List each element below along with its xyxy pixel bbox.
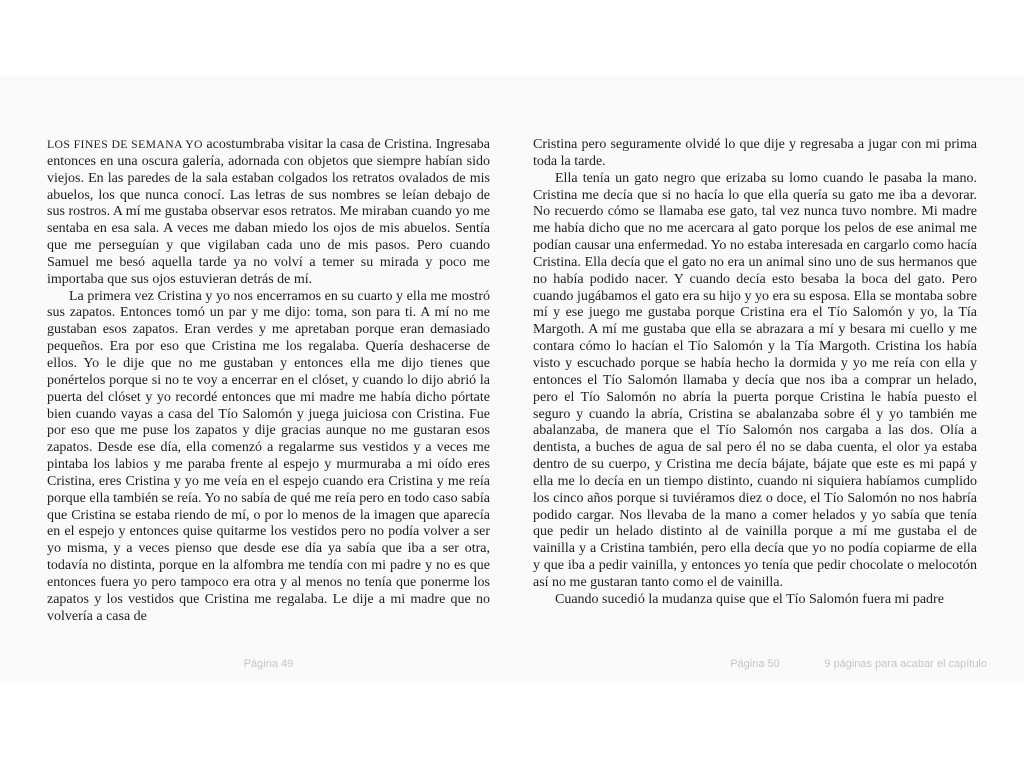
book-spread xyxy=(0,76,1024,683)
paragraph: Cuando sucedió la mudanza quise que el Tío Salomón fuera mi padre xyxy=(555,591,944,607)
paragraph: La primera vez Cristina y yo nos encerramos en su cuarto y ella me mostró sus zapatos. Entonces tomó un par y me dijo: toma, son para ti. A mí no me gustaban esos zapatos. Eran verdes y me apretaban porque eran demasiado pequeños. Era por eso que Cristina me los regalaba. Quería deshacerse de ellos. Yo le dije que no me gustaban y entonces ella me dijo tienes que ponértelos porque si no te voy a encerrar en el clóset, y cuando lo dijo abrió la puerta del clóset y yo recordé entonces que mi madre me había dicho pórtate bien cuando vayas a casa del Tío Salomón y juega juiciosa con Cristina. Fue por eso que me puse los zapatos y dije gracias aunque no me gustaran esos zapatos. Desde ese día, ella comenzó a regalarme sus vestidos y a veces me pintaba los labios y me paraba frente al espejo y murmuraba a mi oído eres Cristina, eres Cristina y yo me veía en el espejo cuando era Cristina y me reía porque ella también se reía. Yo no sabía de qué me reía pero en todo caso sabía que Cristina se estaba riendo de mí, o por lo menos de la imagen que aparecía en el espejo y entonces quise quitarme los vestidos pero no podía volver a ser yo misma, y a veces pienso que desde ese día ya sabía que iba a ser otra, todavía no distinta, porque en la alfombra me tendía con mi padre y no es que entonces fuera yo pero tampoco era otra y al menos no tenía que ponerme los zapatos y los vestidos que Cristina me regalaba. Le dije a mi madre que no volvería a casa de xyxy=(47,288,490,624)
page-left[interactable] xyxy=(47,137,490,625)
page-number-left: Página 49 xyxy=(243,658,294,670)
paragraph: Ella tenía un gato negro que erizaba su lomo cuando le pasaba la mano. Cristina me decía que si no hacía lo que ella quería su gato me iba a devorar. No recuerdo cómo se llamaba ese gato, tal vez nunca tuvo nombre. Mi madre me había dicho que no me acercara al gato porque los pelos de ese animal me podían causar una enfermedad. Yo no estaba interesada en cargarlo como hacía Cristina. Ella decía que el gato no era un animal sino uno de sus hermanos que no había podido nacer. Y cuando decía esto besaba la boca del gato. Pero cuando jugábamos el gato era su hijo y yo era su esposa. Ella se montaba sobre mí y ese juego me gustaba porque Cristina era el Tío Salomón y yo, la Tía Margoth. A mí me gustaba que ella se abrazara a mí y besara mi cuello y me contara cómo lo hacían el Tío Salomón y la Tía Margoth. Cristina los había visto y escuchado porque se había hecho la dormida y yo me reía con ella y entonces el Tío Salomón llamaba y decía que nos iba a comprar un helado, pero el Tío Salomón no abría la puerta porque Cristina le había puesto el seguro y cuando la abría, Cristina se abalanzaba sobre él y yo también me abalanzaba, de manera que el Tío Salomón nos cargaba a las dos. Olía a dentista, a buches de agua de sal pero él no se daba cuenta, el olor ya estaba dentro de su cuerpo, y Cristina me decía bájate, bájate que este es mi papá y ella me lo decía en un tiempo distinto, cuando ni siquiera habíamos cumplido los cinco años porque si tuviéramos diez o doce, el Tío Salomón no nos habría podido cargar. Nos llevaba de la mano a comer helados y yo sabía que tenía que pedir un helado distinto al de vainilla porque a mí me gustaba el de vainilla y a Cristina también, pero ella decía que yo no podía copiarme de ella y que iba a pedir vainilla, y entonces yo tenía que pedir chocolate o melocotón así no me gustaran tanto como el de vainilla. xyxy=(533,170,977,590)
page-number-right: Página 50 xyxy=(730,658,780,670)
paragraph xyxy=(47,137,490,289)
chapter-lead-in: LOS FINES DE SEMANA YO xyxy=(47,138,203,151)
chapter-progress-status: 9 páginas para acabar el capítulo xyxy=(824,658,987,670)
page-right[interactable] xyxy=(533,137,977,609)
paragraph: Cristina pero seguramente olvidé lo que dije y regresaba a jugar con mi prima toda la tarde. xyxy=(533,137,977,169)
paragraph-text: acostumbraba visitar la casa de Cristina. Ingresaba entonces en una oscura galería, adornada con objetos que siempre habían sido viejos. En las paredes de la sala estaban colgados los retratos ovalados de mis abuelos, los que nunca conocí. Las letras de sus nombres se leían debajo de sus rostros. A mí me gustaba observar esos retratos. Me miraban cuando yo me sentaba en esa sala. A veces me daban miedo los ojos de mis abuelos. Sentía que me perseguían y que vigilaban cada uno de mis pasos. Pero cuando Samuel me besó aquella tarde ya no volví a temer su mirada y poco me importaba que sus ojos estuvieran detrás de mí. xyxy=(47,137,490,287)
